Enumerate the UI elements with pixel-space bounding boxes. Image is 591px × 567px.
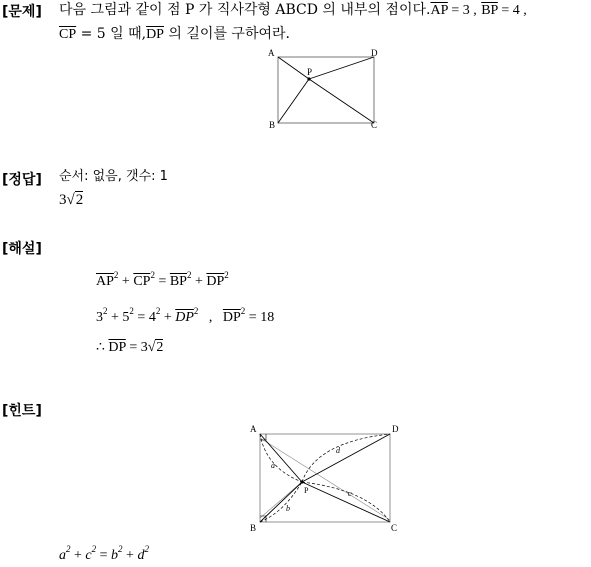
eq1-exp-2: 2 xyxy=(150,270,155,280)
eq2-four: 4 xyxy=(148,310,156,325)
hint-rectangle-abcd xyxy=(260,434,390,522)
hint-segment-ap xyxy=(260,434,302,482)
eq2-dp: $\overline{DP}$ xyxy=(222,310,241,325)
hint-side-d-label: d xyxy=(336,446,340,455)
hint-vertex-c-label: C xyxy=(391,523,398,533)
problem-question-text: 의 길이를 구하여라. xyxy=(163,26,290,42)
hint-vertex-b-label: B xyxy=(250,523,257,533)
segment-dp xyxy=(309,57,374,79)
hint-side-c-label: c xyxy=(348,489,352,498)
eq1-dp: $\overline{DP}$ xyxy=(206,274,225,289)
hint-d: d xyxy=(137,548,145,563)
eq2-exp-3: 2 xyxy=(155,306,161,316)
hint-point-p-label: P xyxy=(304,486,309,495)
eq2-separator: , xyxy=(208,310,213,325)
problem-tag: [문제] xyxy=(2,4,42,20)
vertex-d-label: D xyxy=(371,48,378,58)
answer-tag: [정답] xyxy=(2,172,42,188)
cp-segment: $\overline{CP}$ xyxy=(59,27,77,42)
bp-segment: $\overline{BP}$ xyxy=(481,3,498,18)
vertex-a-label: A xyxy=(268,48,275,58)
hint-exp-2: 2 xyxy=(91,544,97,554)
eq1-exp-1: 2 xyxy=(113,270,119,280)
answer-meta: 순서: 없음, 갯수: 1 xyxy=(59,169,168,184)
eq1-cp: $\overline{CP}$ xyxy=(133,274,151,289)
hint-b: b xyxy=(111,548,119,563)
vertex-b-label: B xyxy=(269,120,276,130)
eq2-three: 3 xyxy=(96,310,103,325)
hint-exp-3: 2 xyxy=(118,544,123,554)
cp-condition-text: = 5 일 때, xyxy=(76,26,147,42)
therefore-symbol: ∴ xyxy=(96,340,105,355)
eq2-five: 5 xyxy=(122,310,130,325)
problem-line-2 xyxy=(59,24,290,45)
segment-bp xyxy=(278,79,309,123)
vertex-c-label: C xyxy=(371,120,378,130)
explanation-tag: [해설] xyxy=(2,241,42,257)
ap-segment: $\overline{AP}$ xyxy=(430,3,448,18)
eq1-exp-3: 2 xyxy=(186,270,192,280)
eq2-dp-italic: $\overline{DP}$ xyxy=(175,310,194,325)
segment-cp xyxy=(309,79,374,123)
eq1-ap: $\overline{AP}$ xyxy=(96,274,114,289)
hint-vertex-d-label: D xyxy=(392,424,399,434)
hint-side-b-label: b xyxy=(286,504,290,513)
answer-radicand: 2 xyxy=(75,192,84,208)
eq3-radicand: 2 xyxy=(156,340,164,355)
hint-rectangle-figure xyxy=(244,420,406,538)
eq1-exp-4: 2 xyxy=(224,270,229,280)
bp-value: = 4 , xyxy=(497,3,527,18)
sqrt-symbol: √ xyxy=(66,192,75,208)
answer-value xyxy=(59,192,83,209)
eq2-exp-4: 2 xyxy=(193,306,199,316)
eq2-result: = 18 xyxy=(248,310,275,325)
equation-3 xyxy=(96,339,163,356)
hint-side-a-label: a xyxy=(271,461,275,470)
hint-tag: [힌트] xyxy=(2,403,42,419)
hint-segment-cp xyxy=(302,482,390,522)
eq2-exp-1: 2 xyxy=(103,306,108,316)
hint-formula: $a^2 + c^2 = b^2 + d^2$ xyxy=(59,544,149,563)
hint-helper-line-2 xyxy=(260,438,390,520)
hint-point-p xyxy=(300,480,303,483)
problem-rectangle-figure xyxy=(262,44,390,134)
eq2-exp-2: 2 xyxy=(129,306,134,316)
dp-segment: $\overline{DP}$ xyxy=(146,27,164,42)
hint-exp-1: 2 xyxy=(66,544,71,554)
equation-2: $3^2 + 5^2 = 4^2 + \overline{DP}^2$ , $\overline{DP}^2 = 18$ xyxy=(96,306,275,325)
point-p-label: P xyxy=(307,67,313,77)
equation-1: $\overline{AP}^2 + \overline{CP}^2 = \overline{BP}^2 + \overline{DP}^2$ xyxy=(96,270,229,289)
eq1-bp: $\overline{BP}$ xyxy=(169,274,187,289)
eq3-sqrt-symbol: √ xyxy=(147,340,156,355)
hint-a: a xyxy=(59,548,66,563)
problem-intro-text: 다음 그림과 같이 점 P 가 직사각형 ABCD 의 내부의 점이다. xyxy=(59,2,431,18)
hint-c: c xyxy=(85,548,92,563)
hint-exp-4: 2 xyxy=(144,544,149,554)
hint-vertex-a-label: A xyxy=(250,424,257,434)
eq3-dp: $\overline{DP}$ xyxy=(108,340,126,355)
ap-value: = 3 , xyxy=(447,3,477,18)
point-p xyxy=(307,77,310,80)
hint-segment-dp xyxy=(302,434,390,482)
answer-coefficient: 3 xyxy=(59,192,67,208)
eq3-value: = 3 xyxy=(129,340,148,355)
problem-line-1 xyxy=(59,0,527,21)
eq2-exp-5: 2 xyxy=(240,306,246,316)
segment-ap xyxy=(278,57,309,79)
